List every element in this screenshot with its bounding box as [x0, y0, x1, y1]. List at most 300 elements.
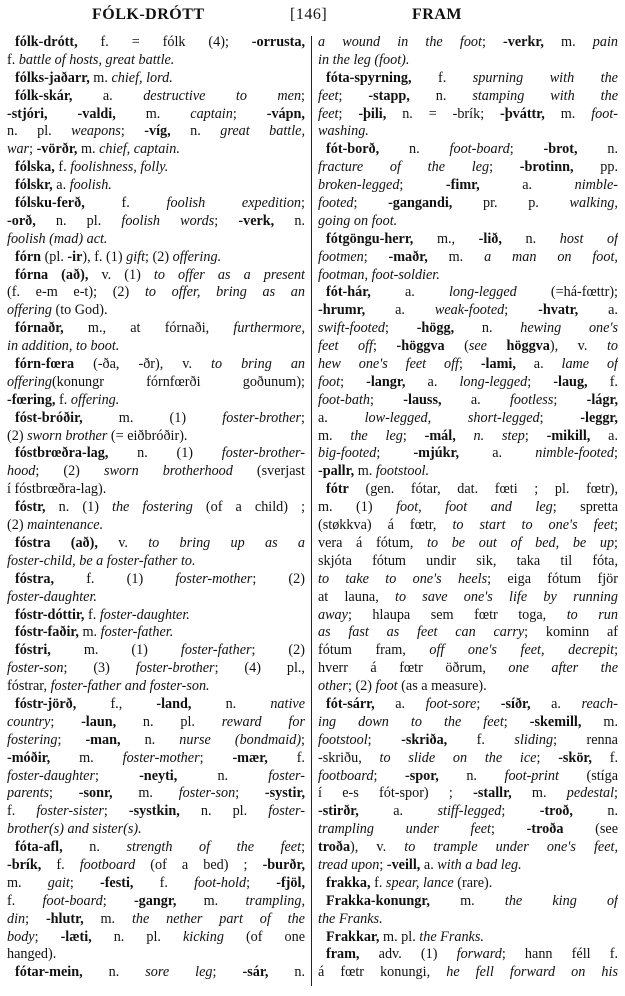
grammar-text: í e-s fót-spor) ; [318, 785, 474, 802]
headword: fótar-mein, [15, 964, 83, 981]
entry-line [7, 732, 305, 750]
definition: footstool. [375, 463, 430, 480]
grammar-text: f. [447, 731, 515, 748]
definition: foster-sister [36, 803, 104, 820]
definition: foot-hold [194, 874, 247, 891]
entry-line [318, 177, 618, 195]
grammar-text: ; [25, 910, 46, 927]
definition: foster-father. [100, 624, 174, 641]
definition: sliding [514, 731, 554, 748]
grammar-text: f. [370, 874, 386, 891]
grammar-text: ; [501, 803, 540, 820]
grammar-text: m. [7, 874, 48, 891]
definition: to be out of bed, be up [427, 534, 615, 551]
grammar-text: ; hann féll f. [501, 946, 618, 963]
definition: war [7, 141, 30, 158]
entry-line [7, 463, 305, 481]
grammar-text: m. [427, 248, 485, 265]
headword: fóta-spyrning, [326, 69, 412, 86]
grammar-text: ; [385, 320, 417, 337]
headword: -laug, [553, 373, 588, 390]
grammar-text: n. pl. [7, 123, 72, 140]
grammar-text: ; [214, 212, 239, 229]
definition: to slide on the ice [379, 749, 537, 766]
entry-line [7, 660, 305, 678]
grammar-text: ; [402, 427, 425, 444]
entry-line [7, 410, 305, 428]
grammar-text: n. (1) [108, 445, 222, 462]
headword: -verk, [238, 212, 275, 229]
grammar-text: m. [511, 785, 567, 802]
definition: battle of hosts, great battle. [18, 51, 175, 68]
headword: -brot, [543, 141, 578, 158]
entry-line [318, 159, 618, 177]
entry-line [7, 946, 305, 964]
grammar-text: ; [103, 803, 129, 820]
grammar-text: hanged). [7, 946, 57, 963]
headword: fólks-jaðarr, [15, 69, 90, 86]
grammar-text: ; [301, 731, 305, 748]
definition: with a bad leg. [437, 856, 522, 873]
headword: fóstbrœðra-lag, [15, 445, 109, 462]
grammar-text: ; spretta [552, 499, 618, 516]
entry-line [7, 195, 305, 213]
entry-line [7, 267, 305, 285]
headword: -systir, [264, 785, 305, 802]
grammar-text: f. [7, 803, 37, 820]
grammar-text: (sverjast [232, 463, 305, 480]
grammar-text: n. [572, 803, 618, 820]
grammar-text: ; (2) [145, 248, 173, 265]
entry-line [318, 821, 618, 839]
entry-line [318, 88, 618, 106]
grammar-text: ; [338, 87, 369, 104]
definition: long-legged [459, 373, 528, 390]
dictionary-entry [7, 195, 305, 249]
grammar-text: hverr á fœtr öðrum, [318, 660, 509, 677]
entry-line [7, 70, 305, 88]
grammar-text: ; [614, 445, 618, 462]
dictionary-entry [7, 34, 305, 70]
grammar-text: n. = -brík; [386, 105, 501, 122]
grammar-text: (as a measure). [397, 678, 487, 695]
page-number: [146] [290, 6, 328, 23]
dictionary-entry [7, 70, 305, 88]
definition: foster- [268, 803, 305, 820]
entry-line [318, 893, 618, 911]
grammar-text: a. [590, 427, 618, 444]
dictionary-entry [7, 249, 305, 267]
grammar-text: -skriðu, [318, 749, 380, 766]
definition: to bring up as a [148, 534, 305, 551]
definition: trampling, [245, 892, 305, 909]
grammar-text: ; [399, 177, 446, 194]
entry-line [318, 553, 618, 571]
dictionary-entry [318, 481, 618, 696]
grammar-text: f. [411, 69, 473, 86]
headword: -brík, [7, 856, 42, 873]
headword: fót-sárr, [326, 695, 375, 712]
grammar-text: ; renna [553, 731, 618, 748]
grammar-text: ; [338, 105, 359, 122]
grammar-text: n. [120, 731, 180, 748]
dictionary-entry [7, 88, 305, 160]
grammar-text: ; [539, 409, 581, 426]
definition: foot [375, 678, 398, 695]
definition: to bring an [211, 356, 305, 373]
grammar-text: ; [376, 445, 414, 462]
headword: fram, [326, 946, 360, 963]
headword: -hvatr, [538, 302, 579, 319]
definition: footboard [79, 856, 136, 873]
grammar-text: (gen. fótar, dat. fœti ; pl. fœtr), [348, 481, 618, 498]
entry-line [7, 678, 305, 696]
definition: foolish (mad) act. [7, 230, 108, 247]
right-column [318, 34, 618, 982]
entry-line [318, 714, 618, 732]
definition: sworn brother [27, 427, 108, 444]
definition: footman, foot-soldier. [318, 266, 440, 283]
headword: -systkin, [128, 803, 180, 820]
headword: fóst-bróðir, [15, 409, 83, 426]
grammar-text: ; [489, 159, 520, 176]
dictionary-entry [7, 320, 305, 356]
definition: walking, [569, 195, 618, 212]
grammar-text: n. [170, 123, 221, 140]
grammar-text: ; [57, 731, 86, 748]
grammar-text: (stíga [558, 767, 618, 784]
entry-line [7, 231, 305, 249]
headword: -man, [85, 731, 121, 748]
definition: foot [318, 373, 341, 390]
grammar-text: fóstrar, [7, 678, 51, 695]
definition: to run [566, 606, 618, 623]
grammar-text: m. (1) [50, 642, 181, 659]
definition: foot-board [449, 141, 510, 158]
headword: -stjóri, -valdi, [7, 105, 116, 122]
headword: -þváttr, [500, 105, 545, 122]
grammar-text: (pl. [41, 248, 68, 265]
dictionary-entry [318, 34, 618, 70]
grammar-text: ; [301, 839, 305, 856]
entry-line [318, 696, 618, 714]
grammar-text: a. [405, 373, 460, 390]
definition: off one's feet, decrepit [429, 642, 615, 659]
headword: -ir [67, 248, 83, 265]
definition: feet off [318, 338, 373, 355]
dictionary-entry [7, 964, 305, 982]
headword: fórna (að), [15, 266, 89, 283]
entry-line [7, 535, 305, 553]
grammar-text: m. [115, 105, 191, 122]
definition: he fell forward on his [446, 964, 618, 981]
entry-line [7, 642, 305, 660]
headword: -sár, [242, 964, 269, 981]
grammar-text: at launa, [318, 588, 396, 605]
grammar-text: ; (2) [347, 678, 376, 695]
entry-line [318, 34, 618, 52]
grammar-text: m. [544, 105, 592, 122]
headword: -fimr, [445, 177, 480, 194]
grammar-text: a. [441, 391, 510, 408]
definition: chief, captain. [99, 141, 180, 158]
grammar-text: ; [29, 141, 37, 158]
definition: going on foot. [318, 212, 398, 229]
entry-line [7, 893, 305, 911]
entry-line [7, 320, 305, 338]
grammar-text: ; [301, 409, 305, 426]
definition: in addition, to boot. [7, 338, 120, 355]
entry-line [318, 839, 618, 857]
grammar-text: n. [409, 87, 473, 104]
definition: foster-son [7, 660, 64, 677]
definition: the Franks. [419, 928, 484, 945]
headword: -mál, [424, 427, 456, 444]
headword: -lami, [480, 356, 516, 373]
entry-line [318, 141, 618, 159]
definition: foster-daughter. [7, 588, 97, 605]
dictionary-entry [318, 875, 618, 893]
definition: stamping with the [472, 87, 618, 104]
grammar-text: (=há-fœttr); [516, 284, 618, 301]
definition: captain [190, 105, 233, 122]
grammar-text: fótum fram, [318, 642, 430, 659]
headword: -maðr, [388, 248, 428, 265]
grammar-text: ; [458, 356, 481, 373]
definition: feet [318, 87, 339, 104]
grammar-text: m. pl. [379, 928, 420, 945]
headword: -pallr, [318, 463, 355, 480]
grammar-text: ; [524, 427, 547, 444]
running-head-left: FÓLK-DRÓTT [92, 6, 205, 23]
column-divider [311, 36, 312, 986]
definition: foster-brother- [221, 445, 305, 462]
definition: lame of [561, 356, 618, 373]
grammar-text: n. [577, 141, 618, 158]
definition: to save one's life by running [395, 588, 618, 605]
entry-line [7, 141, 305, 159]
grammar-text: f. (1) [54, 570, 176, 587]
grammar-text: m. [354, 463, 376, 480]
definition: foster-mother [175, 570, 253, 587]
headword: fótr [326, 481, 349, 498]
definition: reach- [581, 695, 618, 712]
grammar-text: ; eiga fótum fjör [487, 570, 618, 587]
grammar-text: m. [318, 427, 351, 444]
entry-line [318, 678, 618, 696]
definition: din [7, 910, 26, 927]
definition: washing. [318, 123, 369, 140]
grammar-text: ; hlaupa sem fœtr toga, [347, 606, 567, 623]
grammar-text: ; [614, 785, 618, 802]
definition: long-legged [448, 284, 517, 301]
definition: offering [7, 373, 52, 390]
entry-line [318, 428, 618, 446]
entry-line [7, 428, 305, 446]
grammar-text: n. [438, 767, 505, 784]
grammar-text: ; [373, 338, 397, 355]
grammar-text: ; [69, 874, 100, 891]
headword: -land, [156, 695, 192, 712]
grammar-text: f., [76, 695, 157, 712]
grammar-text: f. [7, 892, 43, 909]
definition: swift-footed [318, 320, 385, 337]
entry-line [318, 123, 618, 141]
definition: foster-daughter. [99, 606, 190, 623]
definition: the nether part of the [131, 910, 305, 927]
definition: footless [509, 391, 554, 408]
definition: see [468, 338, 487, 355]
definition: to offer, bring as an [144, 284, 305, 301]
grammar-text: n. [62, 839, 127, 856]
dictionary-entry [318, 893, 618, 929]
headword: -lágr, [586, 391, 618, 408]
definition: pedestal [566, 785, 615, 802]
definition: to trample under one's feet, [404, 839, 618, 856]
definition: sworn brotherhood [103, 463, 233, 480]
headword: -læti, [60, 928, 92, 945]
grammar-text: m. [89, 69, 112, 86]
headword: -víg, [144, 123, 171, 140]
dictionary-entry [7, 410, 305, 446]
entry-line [7, 750, 305, 768]
definition: foster- [268, 767, 305, 784]
definition: away [318, 606, 348, 623]
grammar-text: (støkkva) á fœtr, [318, 517, 453, 534]
grammar-text: m. [429, 892, 505, 909]
grammar-text: ; (2) [35, 463, 104, 480]
headword: Frakkar, [326, 928, 380, 945]
headword: -spor, [404, 767, 439, 784]
definition: foolish expedition [166, 195, 302, 212]
entry-line [7, 571, 305, 589]
grammar-text: ; [476, 695, 501, 712]
entry-line [318, 964, 618, 982]
headword: -móðir, [7, 749, 51, 766]
grammar-text: n. [177, 767, 269, 784]
grammar-text: ; [49, 785, 79, 802]
definition: hew one's feet off [318, 356, 459, 373]
grammar-text: ; (3) [63, 660, 136, 677]
definition: one after the [508, 660, 618, 677]
definition: weapons [71, 123, 121, 140]
entry-line [7, 481, 305, 499]
definition: great battle, [220, 123, 305, 140]
entry-line [318, 785, 618, 803]
headword: -fjöl, [276, 874, 305, 891]
grammar-text: ; [301, 195, 305, 212]
definition: big-footed [318, 445, 377, 462]
headword: -burðr, [262, 856, 305, 873]
dictionary-entry [318, 946, 618, 982]
dictionary-entry [318, 70, 618, 142]
entry-line [318, 535, 618, 553]
grammar-text: (f. e-m e-t); (2) [7, 284, 145, 301]
grammar-text: m. [83, 910, 132, 927]
definition: destructive to men [143, 87, 302, 104]
entry-line [318, 463, 618, 481]
entry-line [318, 320, 618, 338]
grammar-text: ; [373, 767, 405, 784]
grammar-text: f. [267, 749, 305, 766]
definition: host of [559, 230, 618, 247]
grammar-text: m., at fórnaði, [63, 320, 234, 337]
grammar-text: a. [578, 302, 618, 319]
headword: -neyti, [139, 767, 178, 784]
headword: -veill, [386, 856, 421, 873]
grammar-text: skjóta fótum undir sik, taka til fóta, [318, 552, 618, 569]
dictionary-entry [7, 571, 305, 607]
definition: the fostering [112, 499, 193, 516]
grammar-text: ; (4) pl., [214, 660, 305, 677]
definition: feet [318, 105, 339, 122]
headword: -festi, [99, 874, 134, 891]
definition: gift [126, 248, 146, 265]
definition: foot- [591, 105, 618, 122]
entry-line [318, 70, 618, 88]
definition: footmen [318, 248, 364, 265]
grammar-text: m. [581, 713, 618, 730]
dictionary-entry [7, 624, 305, 642]
grammar-text: ), v. [350, 839, 405, 856]
headword: -hrumr, [318, 302, 366, 319]
grammar-text: a. [420, 856, 438, 873]
dictionary-entry [7, 642, 305, 696]
definition: to [606, 338, 618, 355]
entry-line [318, 660, 618, 678]
grammar-text: (konungr fórnfœrði goðunum); [51, 373, 305, 390]
dictionary-entry [7, 159, 305, 177]
entry-line [318, 875, 618, 893]
grammar-text: í fóstbrœðra-lag). [7, 481, 107, 498]
entry-line [7, 607, 305, 625]
grammar-text: a. [358, 803, 438, 820]
dictionary-entry [318, 231, 618, 285]
entry-line [318, 445, 618, 463]
definition: sore leg [145, 964, 213, 981]
definition: offering. [70, 391, 120, 408]
entry-line [318, 803, 618, 821]
entry-line [318, 195, 618, 213]
headword: höggva [486, 338, 550, 355]
definition: weak-footed [434, 302, 505, 319]
headword: fóstra (að), [15, 534, 98, 551]
entry-line [7, 911, 305, 929]
grammar-text: m. (1) [318, 499, 397, 516]
entry-line [318, 267, 618, 285]
definition: foot-sore [425, 695, 477, 712]
definition: foolish. [69, 177, 112, 194]
definition: nimble-footed [535, 445, 615, 462]
headword: fóstra, [15, 570, 55, 587]
definition: fostering [7, 731, 58, 748]
dictionary-entry [7, 445, 305, 499]
definition: as fast as feet can carry [318, 624, 525, 641]
grammar-text: ), v. [549, 338, 607, 355]
grammar-text: f. [84, 195, 167, 212]
grammar-text: (= eiðbróðir). [107, 427, 188, 444]
definition: foolishness, folly. [70, 159, 169, 176]
grammar-text: f. [84, 606, 100, 623]
headword: fót-borð, [326, 141, 380, 158]
headword: fóta-afl, [15, 839, 63, 856]
dictionary-entry [318, 284, 618, 481]
grammar-text: ; [370, 391, 404, 408]
headword: Frakka-konungr, [326, 892, 430, 909]
definition: foot, foot and leg [396, 499, 553, 516]
definition: native [270, 695, 305, 712]
entry-line [318, 589, 618, 607]
